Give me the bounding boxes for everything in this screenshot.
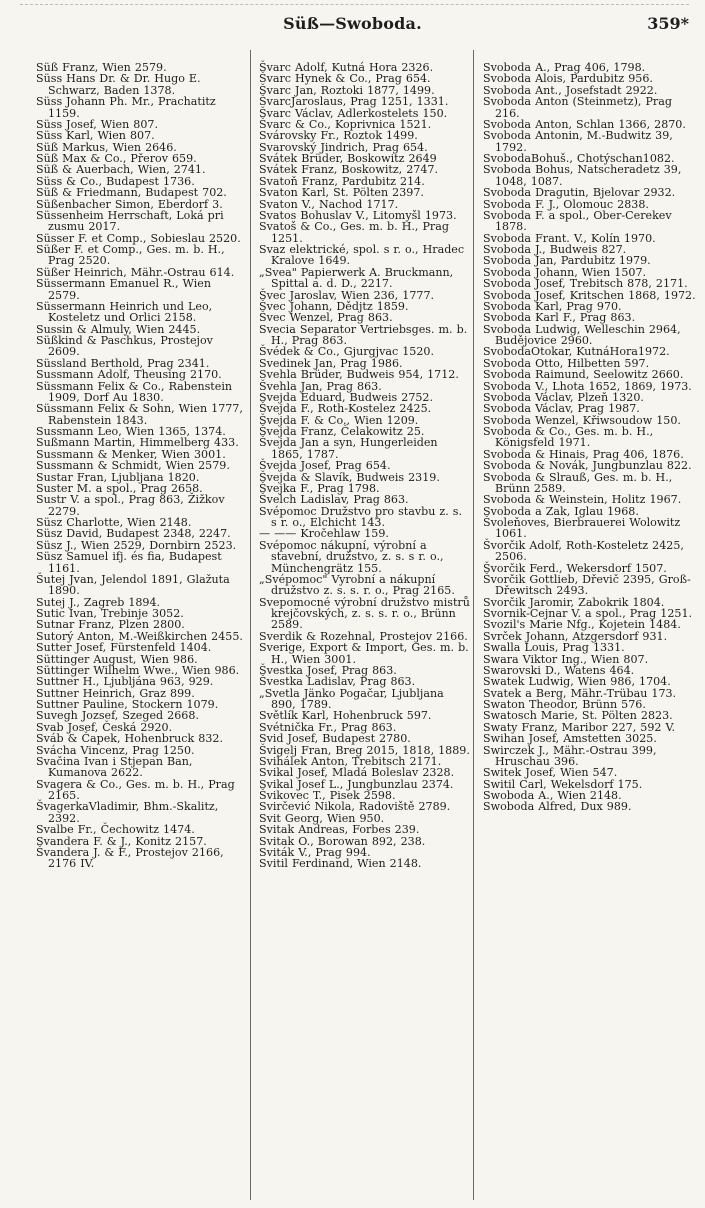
directory-entry: Süßer F. et Comp., Ges. m. b. H., Prag 2520. xyxy=(36,243,225,268)
directory-entry: Svoboda Otto, Hilbetten 597. xyxy=(483,356,650,370)
directory-entry: Sváb & Čapek, Hohenbruck 832. xyxy=(36,732,223,746)
directory-entry: Süsz J., Wien 2529, Dornbirn 2523. xyxy=(36,538,237,552)
directory-entry: Sutter Josef, Fürstenfeld 1404. xyxy=(36,641,212,655)
directory-entry: Süsz Charlotte, Wien 2148. xyxy=(36,516,192,529)
directory-entry: Süss Johann Ph. Mr., Prachatitz 1159. xyxy=(36,95,216,120)
directory-entry: Svoboda Václav, Plzeň 1320. xyxy=(483,390,644,404)
directory-entry: Svagera & Co., Ges. m. b. H., Prag 2165. xyxy=(36,777,235,802)
directory-entry: Swalla Louis, Prag 1331. xyxy=(483,641,625,655)
directory-entry: Sutnar Franz, Plzen 2800. xyxy=(36,618,185,632)
directory-entry: Švarc Jan, Roztoki 1877, 1499. xyxy=(259,83,435,97)
directory-entry: Svoboda A., Prag 406, 1798. xyxy=(483,61,646,74)
directory-entry: Svoboda Ludwig, Welleschin 2964, Budějovice 2960. xyxy=(483,322,681,347)
directory-entry: Svoboda & Weinstein, Holitz 1967. xyxy=(483,493,682,507)
directory-entry: Svitak Andreas, Forbes 239. xyxy=(259,823,420,837)
directory-entry: Svoboda Frant. V., Kolín 1970. xyxy=(483,231,656,245)
directory-entry: Svoboda Ant., Josefstadt 2922. xyxy=(483,83,658,97)
directory-entry: Svikal Josef L., Jungbunzlau 2374. xyxy=(259,777,454,791)
directory-entry: Svirčević Nikola, Radoviště 2789. xyxy=(259,800,451,814)
directory-entry: Svornik-Cejnar V. a spol., Prag 1251. xyxy=(483,607,693,620)
directory-entry: Swoboda A., Wien 2148. xyxy=(483,789,622,802)
directory-entry: Swihan Josef, Amstetten 3025. xyxy=(483,732,657,746)
directory-entry: Sustr V. a spol., Prag 863, Žižkov 2279. xyxy=(36,493,225,518)
directory-entry: Switil Carl, Wekelsdorf 175. xyxy=(483,777,643,791)
directory-entry: Svoboda Alois, Pardubitz 956. xyxy=(483,72,653,86)
directory-entry: Swara Viktor Ing., Wien 807. xyxy=(483,652,649,666)
directory-entry: Svarovský Jindrich, Prag 654. xyxy=(259,140,428,154)
directory-entry: — —— Kročehlaw 159. xyxy=(259,527,389,541)
column-2 xyxy=(259,62,471,1202)
directory-entry: Švandera J. & F., Prostejov 2166, 2176 IV. xyxy=(36,845,224,871)
directory-entry: Svit Georg, Wien 950. xyxy=(259,811,385,825)
directory-entry: Svoboda Jan, Pardubitz 1979. xyxy=(483,254,651,268)
top-rule xyxy=(20,4,689,5)
directory-entry: Svoboda Antonin, M.-Budwitz 39, 1792. xyxy=(483,129,673,154)
directory-entry: Svoboda Anton, Schlan 1366, 2870. xyxy=(483,117,686,131)
directory-entry: Svoboda Karl F., Prag 863. xyxy=(483,311,636,325)
directory-entry: Svoboda & Hinais, Prag 406, 1876. xyxy=(483,447,684,461)
directory-entry: Švelch Ladislav, Prag 863. xyxy=(259,493,409,507)
directory-entry: Švorčik Ferd., Wekersdorf 1507. xyxy=(483,561,667,575)
directory-entry: Svoboda J., Budweis 827. xyxy=(483,243,627,256)
directory-entry: Svihálek Anton, Trebitsch 2171. xyxy=(259,754,442,768)
directory-entry: „Svetla Jänko Pogačar, Ljubljana 890, 1789. xyxy=(259,686,444,711)
directory-entry: SvobodaOtokar, KutnáHora1972. xyxy=(483,345,670,359)
directory-entry: Švejka F., Prag 1798. xyxy=(259,481,380,495)
directory-entry: Suttner Heinrich, Graz 899. xyxy=(36,686,195,700)
directory-entry: Sußmann Martin, Himmelberg 433. xyxy=(36,436,239,450)
directory-entry: Svaton V., Nachod 1717. xyxy=(259,197,399,211)
directory-entry: Svoboda a Zak, Iglau 1968. xyxy=(483,504,639,518)
directory-entry: Svoboda V., Lhota 1652, 1869, 1973. xyxy=(483,379,692,393)
directory-entry: Süsz Samuel ifj. és fia, Budapest 1161. xyxy=(36,550,222,575)
directory-entry: Sussmann & Schmidt, Wien 2579. xyxy=(36,459,230,473)
directory-entry: Svoboda Josef, Trebitsch 878, 2171. xyxy=(483,277,688,291)
directory-entry: Swoboda Alfred, Dux 989. xyxy=(483,800,632,814)
directory-entry: Švorčik Adolf, Roth-Kosteletz 2425, 2506. xyxy=(483,538,684,564)
directory-entry: Svab Josef, Česká 2920. xyxy=(36,720,173,734)
page-number: 359* xyxy=(647,14,689,33)
directory-entry: Svatoš & Co., Ges. m. b. H., Prag 1251. xyxy=(259,220,449,245)
directory-entry: Svehla Brüder, Budweis 954, 1712. xyxy=(259,368,459,382)
directory-entry: Svoboda & Novák, Jungbunzlau 822. xyxy=(483,459,692,473)
directory-entry: Svácha Vincenz, Prag 1250. xyxy=(36,743,195,757)
directory-entry: Süss Hans Dr. & Dr. Hugo E. Schwarz, Baden 1378. xyxy=(36,72,201,97)
directory-entry: Svoboda & Slrauß, Ges. m. b. H., Brünn 2589. xyxy=(483,470,673,495)
directory-entry: Süßenbacher Simon, Eberdorf 3. xyxy=(36,197,223,211)
directory-entry: Švorčik Gottlieb, Dřevič 2395, Groß-Dřewitsch 2493. xyxy=(483,572,691,598)
directory-entry: Švarc Václav, Adlerkostelets 150. xyxy=(259,106,448,120)
directory-entry: Švestka Josef, Prag 863. xyxy=(259,663,397,677)
directory-entry: Svorčik Jaromir, Zabokrik 1804. xyxy=(483,595,665,609)
running-title: Süß—Swoboda. xyxy=(283,14,422,33)
directory-entry: Sussmann Leo, Wien 1365, 1374. xyxy=(36,425,226,438)
directory-entry: Süß & Friedmann, Budapest 702. xyxy=(36,186,227,200)
directory-entry: Süß Max & Co., Přerov 659. xyxy=(36,152,197,165)
directory-entry: Svoboda & Co., Ges. m. b. H., Königsfeld 1971. xyxy=(483,425,654,450)
directory-entry: ŠvarcJaroslaus, Prag 1251, 1331. xyxy=(259,95,449,109)
directory-entry: Süssland Berthold, Prag 2341. xyxy=(36,356,210,370)
directory-entry: Švejda Jan a syn, Hungerleiden 1865, 1787. xyxy=(259,436,438,461)
directory-entry: Svoboda Anton (Steinmetz), Prag 216. xyxy=(483,95,672,120)
directory-entry: Sustar Fran, Ljubljana 1820. xyxy=(36,470,200,484)
directory-entry: Svoboda Karl, Prag 970. xyxy=(483,299,622,313)
directory-entry: Suttner Pauline, Stockern 1079. xyxy=(36,698,219,711)
directory-entry: Süss Josef, Wien 807. xyxy=(36,117,158,131)
directory-entry: Sverige, Export & Import, Ges. m. b. H., Wien 3001. xyxy=(259,641,469,666)
directory-entry: Sutorý Anton, M.-Weißkirchen 2455. xyxy=(36,629,243,643)
directory-entry: Süss Karl, Wien 807. xyxy=(36,129,155,143)
directory-entry: Sussmann Adolf, Theusing 2170. xyxy=(36,368,222,382)
directory-entry: Süßkind & Paschkus, Prostejov 2609. xyxy=(36,334,213,359)
directory-entry: Svatos Bohuslav V., Litomyšl 1973. xyxy=(259,208,457,222)
directory-entry: „Svépomoc" Vyrobní a nákupní družstvo z. s. s. r. o., Prag 2165. xyxy=(259,572,455,598)
directory-entry: Süssermann Emanuel R., Wien 2579. xyxy=(36,277,212,302)
directory-entry: Svaz elektrické, spol. s r. o., Hradec Kralove 1649. xyxy=(259,243,465,268)
directory-entry: Svecia Separator Vertriebsges. m. b. H., Prag 863. xyxy=(259,322,468,347)
directory-entry: Sussmann & Menker, Wien 3001. xyxy=(36,447,226,461)
directory-entry: Swatek Ludwig, Wien 986, 1704. xyxy=(483,675,671,689)
directory-entry: ŠvagerkaVladimir, Bhm.-Skalitz, 2392. xyxy=(36,800,219,825)
directory-entry: Švarc & Co., Koprivnica 1521. xyxy=(259,117,432,131)
directory-entry: Svoboda Bohus, Natscheradetz 39, 1048, 1087. xyxy=(483,163,682,188)
directory-entry: Svejda Eduard, Budweis 2752. xyxy=(259,390,434,404)
directory-entry: Svoboda F. J., Olomouc 2838. xyxy=(483,197,649,211)
directory-entry: Svepomocné výrobní družstvo mistrů krejčovských, z. s. s. r. o., Brünn 2589. xyxy=(259,595,470,632)
directory-entry: Švejda F., Roth-Kostelez 2425. xyxy=(259,402,432,416)
directory-entry: Süssermann Heinrich und Leo, Kosteletz und Orlici 2158. xyxy=(36,299,213,325)
directory-entry: Svoboda Johann, Wien 1507. xyxy=(483,265,647,279)
directory-entry: Svaton Karl, St. Pölten 2397. xyxy=(259,186,424,200)
directory-entry: Svárovsky Fr., Roztok 1499. xyxy=(259,129,418,143)
page-header xyxy=(0,14,705,40)
directory-entry: Švejda Josef, Prag 654. xyxy=(259,459,391,473)
directory-entry: Švec Johann, Dědjtz 1859. xyxy=(259,299,409,313)
directory-entry: Süß Franz, Wien 2579. xyxy=(36,61,167,74)
directory-entry: Švikovec T., Pisek 2598. xyxy=(259,789,396,802)
directory-entry: Süß & Auerbach, Wien, 2741. xyxy=(36,163,206,177)
directory-entry: Suttner H., Ljubljána 963, 929. xyxy=(36,675,214,689)
directory-entry: Světlík Karl, Hohenbruck 597. xyxy=(259,709,432,723)
directory-entry: Šutej Jvan, Jelendol 1891, Glažuta 1890. xyxy=(36,572,230,598)
directory-entry: Švejda F. & Co., Wien 1209. xyxy=(259,413,419,427)
directory-entry: Švarc Adolf, Kutná Hora 2326. xyxy=(259,61,434,74)
directory-entry: Svépomoc Družstvo pro stavbu z. s. s r. o., Elchicht 143. xyxy=(259,504,462,529)
directory-entry: „Svea" Papierwerk A. Bruckmann, Spittal a. d. D., 2217. xyxy=(259,265,454,291)
directory-entry: Svoboda Josef, Kritschen 1868, 1972. xyxy=(483,288,696,302)
directory-entry: Süsser F. et Comp., Sobieslau 2520. xyxy=(36,231,241,245)
directory-entry: Svatoň Franz, Pardubitz 214. xyxy=(259,174,425,188)
directory-entry: Swatosch Marie, St. Pölten 2823. xyxy=(483,709,673,723)
directory-entry: Svitak O., Borowan 892, 238. xyxy=(259,834,426,848)
directory-entry: Sussin & Almuly, Wien 2445. xyxy=(36,322,201,336)
directory-entry: Sutic Ivan, Trebinje 3052. xyxy=(36,607,184,620)
directory-entry: Süttinger Wilhelm Wwe., Wien 986. xyxy=(36,663,240,677)
directory-entry: Süsz David, Budapest 2348, 2247. xyxy=(36,527,231,541)
directory-entry: Švigelj Fran, Breg 2015, 1818, 1889. xyxy=(259,743,470,757)
directory-entry: Swaty Franz, Maribor 227, 592 V. xyxy=(483,720,676,734)
directory-entry: Švec Wenzel, Prag 863. xyxy=(259,311,393,325)
directory-entry: Svozil's Marie Nfg., Kojetein 1484. xyxy=(483,618,681,632)
directory-entry: SvobodaBohuš., Chotýschan1082. xyxy=(483,152,675,165)
directory-entry: Švejda & Slavík, Budweis 2319. xyxy=(259,470,440,484)
directory-entry: Svoboda F. a spol., Ober-Cerekev 1878. xyxy=(483,208,672,234)
directory-entry: Svátek Franz, Boskowitz, 2747. xyxy=(259,163,438,177)
directory-entry: Švestka Ladislav, Prag 863. xyxy=(259,675,416,689)
directory-entry: Süßer Heinrich, Mähr.-Ostrau 614. xyxy=(36,265,235,279)
column-3 xyxy=(483,62,699,1202)
directory-entry: Sviták V., Prag 994. xyxy=(259,845,371,859)
directory-entry: Swarovski D., Watens 464. xyxy=(483,663,635,677)
directory-entry: Süß Markus, Wien 2646. xyxy=(36,140,177,154)
directory-entry: Svétnička Fr., Prag 863. xyxy=(259,720,397,734)
directory-entry: Svid Josef, Budapest 2780. xyxy=(259,732,411,746)
directory-entry: Süssmann Felix & Sohn, Wien 1777, Rabenstein 1843. xyxy=(36,402,243,427)
directory-entry: Svátek Brüder, Boskowitz 2649 xyxy=(259,152,437,165)
directory-entry: Süss & Co., Budapest 1736. xyxy=(36,174,195,188)
directory-columns xyxy=(36,62,700,1202)
directory-entry: Süttinger August, Wien 986. xyxy=(36,652,198,666)
directory-entry: Sutej J., Zagreb 1894. xyxy=(36,595,161,609)
directory-entry: Svoboda Václav, Prag 1987. xyxy=(483,402,640,416)
directory-entry: Svedinek Jan, Prag 1986. xyxy=(259,356,403,370)
directory-entry: Süssmann Felix & Co., Rabenstein 1909, Dorf Au 1830. xyxy=(36,379,233,404)
directory-entry: Švec Jaroslav, Wien 236, 1777. xyxy=(259,288,435,302)
directory-entry: Švejda Franz, Čelakowitz 25. xyxy=(259,425,425,438)
directory-entry: Svépomoc nákupní, výrobní a stavební, družstvo, z. s. s r. o., Münchengrätz 155. xyxy=(259,538,444,575)
directory-entry: Süssenheim Herrschaft, Loká pri zusmu 2017. xyxy=(36,208,224,234)
directory-entry: Suvegh Jozsef, Szeged 2668. xyxy=(36,709,199,723)
directory-entry: Svatek a Berg, Mähr.-Trübau 173. xyxy=(483,686,677,700)
directory-entry: Suster M. a spol., Prag 2658. xyxy=(36,481,203,495)
directory-entry: Svalbe Fr., Čechowitz 1474. xyxy=(36,823,195,837)
directory-entry: Svoboda Dragutin, Bjelovar 2932. xyxy=(483,186,676,200)
column-1 xyxy=(36,62,246,1202)
directory-entry: Switek Josef, Wien 547. xyxy=(483,766,618,780)
directory-entry: Švehla Jan, Prag 863. xyxy=(259,379,382,393)
directory-entry: Svoboda Raimund, Seelowitz 2660. xyxy=(483,368,684,382)
directory-entry: Swirczek J., Mähr.-Ostrau 399, Hruschau 396. xyxy=(483,743,657,768)
directory-entry: Sverdik & Rozehnal, Prostejov 2166. xyxy=(259,629,468,643)
directory-entry: Svrček Johann, Atzgersdorf 931. xyxy=(483,629,668,643)
directory-entry: Švoleňoves, Bierbrauerei Wolowitz 1061. xyxy=(483,516,681,541)
directory-entry: Swaton Theodor, Brünn 576. xyxy=(483,698,646,711)
directory-entry: Švédek & Co., Gjurgjvac 1520. xyxy=(259,345,434,359)
directory-entry: Švarc Hynek & Co., Prag 654. xyxy=(259,72,431,86)
directory-entry: Svikal Josef, Mladá Boleslav 2328. xyxy=(259,766,455,780)
directory-entry: Svitil Ferdinand, Wien 2148. xyxy=(259,857,422,871)
directory-entry: Svandera F. & J., Konitz 2157. xyxy=(36,834,207,848)
directory-entry: Svoboda Wenzel, Křiwsoudow 150. xyxy=(483,413,681,427)
directory-entry: Svačina Ivan i Stjepan Ban, Kumanova 2622. xyxy=(36,754,193,780)
